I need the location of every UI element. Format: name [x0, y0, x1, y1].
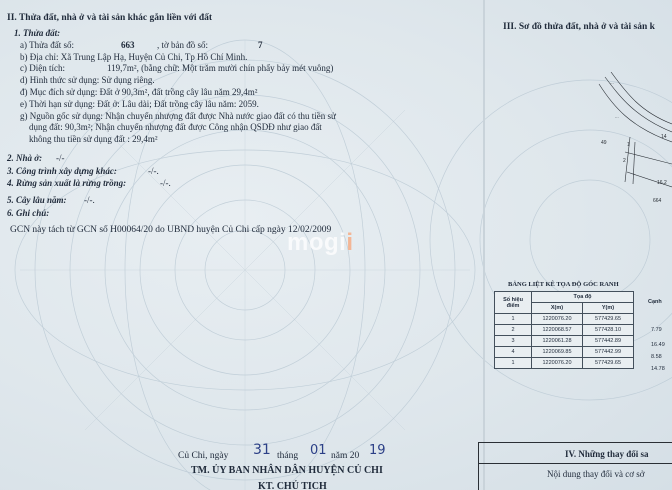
diagram-side-a: 14	[661, 134, 667, 140]
date-month: 01	[310, 443, 327, 458]
notes-text: GCN này tách từ GCN số H00064/20 do UBND huyện Củ Chi cấp ngày 12/02/2009	[10, 225, 332, 235]
coord-cell-y: 577442.89	[583, 336, 634, 347]
date-place: Củ Chi, ngày	[178, 451, 229, 461]
usage-term: e) Thời hạn sử dụng: Đất ở: Lâu dài; Đất trồng cây lâu năm: 2059.	[20, 99, 259, 109]
coord-row	[495, 347, 634, 358]
map-sheet-number: 7	[258, 40, 263, 50]
date-year: 19	[369, 443, 386, 458]
usage-form: d) Hình thức sử dụng: Sử dụng riêng.	[20, 75, 155, 85]
coord-cell-id: 4	[495, 347, 532, 358]
coord-cell-y: 577442.99	[583, 347, 634, 358]
perennial-value: -/-.	[84, 195, 95, 205]
changes-column-header: Nội dung thay đổi và cơ sở	[547, 469, 645, 479]
coordinate-table	[494, 291, 634, 369]
coord-cell-x: 1220061.28	[532, 336, 583, 347]
coord-cell-x: 1220076.20	[532, 358, 583, 369]
origin-line-3: không thu tiền sử dụng đất : 29,4m²	[29, 134, 158, 144]
edge-length: 8.58	[651, 354, 662, 360]
notes-label: 6. Ghi chú:	[7, 208, 50, 218]
perennial-label: 5. Cây lâu năm:	[7, 195, 67, 205]
mogi-watermark: mogii	[287, 229, 354, 256]
coord-cell-x: 1220076.20	[532, 314, 583, 325]
origin-line-2: dụng đất: 90,3m²; Nhận chuyển nhượng đất được Công nhận QSDĐ như giao đất	[29, 122, 322, 132]
forest-label: 4. Rừng sản xuất là rừng trồng:	[7, 178, 127, 188]
address-line: b) Địa chỉ: Xã Trung Lập Hạ, Huyện Củ Chi, Tp Hồ Chí Minh.	[20, 52, 248, 62]
coord-cell-id: 3	[495, 336, 532, 347]
coordinate-table-title: BẢNG LIỆT KÊ TỌA ĐỘ GÓC RANH	[508, 281, 619, 288]
parcel-number: 663	[121, 40, 135, 50]
date-year-label: năm 20	[331, 451, 360, 461]
edge-length: 16.49	[651, 342, 665, 348]
col-point-id: Số hiệu điểm	[495, 292, 532, 314]
coord-cell-id: 1	[495, 314, 532, 325]
diagram-label-49: 49	[601, 140, 607, 146]
area-label: c) Diện tích:	[20, 63, 65, 73]
date-day: 31	[253, 442, 271, 458]
date-month-label: tháng	[277, 451, 299, 461]
coord-cell-y: 577428.10	[583, 325, 634, 336]
house-label: 2. Nhà ở:	[7, 153, 43, 163]
other-building-value: -/-.	[148, 166, 159, 176]
coord-row	[495, 325, 634, 336]
coord-cell-y: 577429.65	[583, 314, 634, 325]
coord-cell-x: 1220069.85	[532, 347, 583, 358]
coord-cell-y: 577429.65	[583, 358, 634, 369]
usage-purpose: đ) Mục đích sử dụng: Đất ở 90,3m², đất trồng cây lâu năm 29,4m²	[20, 87, 258, 97]
col-coords-group: Tọa độ	[532, 292, 634, 303]
col-y: Y(m)	[583, 303, 634, 314]
parcel-diagram	[575, 72, 672, 212]
coord-cell-id: 1	[495, 358, 532, 369]
diagram-road-label-1: ...	[610, 80, 614, 85]
page-fold	[483, 0, 485, 490]
coord-row	[495, 336, 634, 347]
section-iii-title: III. Sơ đồ thửa đất, nhà ở và tài sản k	[503, 22, 655, 32]
changes-box	[478, 442, 672, 490]
coord-cell-id: 2	[495, 325, 532, 336]
diagram-point-1: 1	[627, 142, 630, 148]
area-value: 119,7m², (bằng chữ: Một trăm mười chín phẩy bảy mét vuông)	[107, 63, 334, 73]
other-building-label: 3. Công trình xây dựng khác:	[7, 166, 117, 176]
coord-row	[495, 358, 634, 369]
diagram-label-664: 664	[653, 198, 662, 204]
forest-value: -/-.	[160, 178, 171, 188]
diagram-side-b: 16,2	[657, 180, 667, 186]
coord-cell-x: 1220068.57	[532, 325, 583, 336]
house-value: -/-	[56, 153, 65, 163]
land-heading: 1. Thửa đất:	[14, 28, 61, 38]
signatory-line-1: TM. ỦY BAN NHÂN DÂN HUYỆN CỦ CHI	[191, 465, 383, 476]
origin-line-1: g) Nguồn gốc sử dụng: Nhận chuyển nhượng đất được Nhà nước giao đất có thu tiền sử	[20, 111, 336, 121]
edge-length: 7.79	[651, 327, 662, 333]
signatory-line-2: KT. CHỦ TỊCH	[258, 481, 327, 490]
map-sheet-label: , tờ bản đồ số:	[157, 40, 209, 50]
section-ii-title: II. Thửa đất, nhà ở và tài sản khác gắn liền với đất	[7, 13, 213, 23]
section-iv-title: IV. Những thay đổi sa	[565, 449, 649, 459]
parcel-label: a) Thửa đất số:	[20, 40, 74, 50]
edge-length: 14.78	[651, 366, 665, 372]
diagram-point-2: 2	[623, 158, 626, 164]
col-edge: Cạnh	[648, 299, 662, 305]
col-x: X(m)	[532, 303, 583, 314]
diagram-road-label-2: ...	[615, 114, 619, 119]
coord-row	[495, 314, 634, 325]
